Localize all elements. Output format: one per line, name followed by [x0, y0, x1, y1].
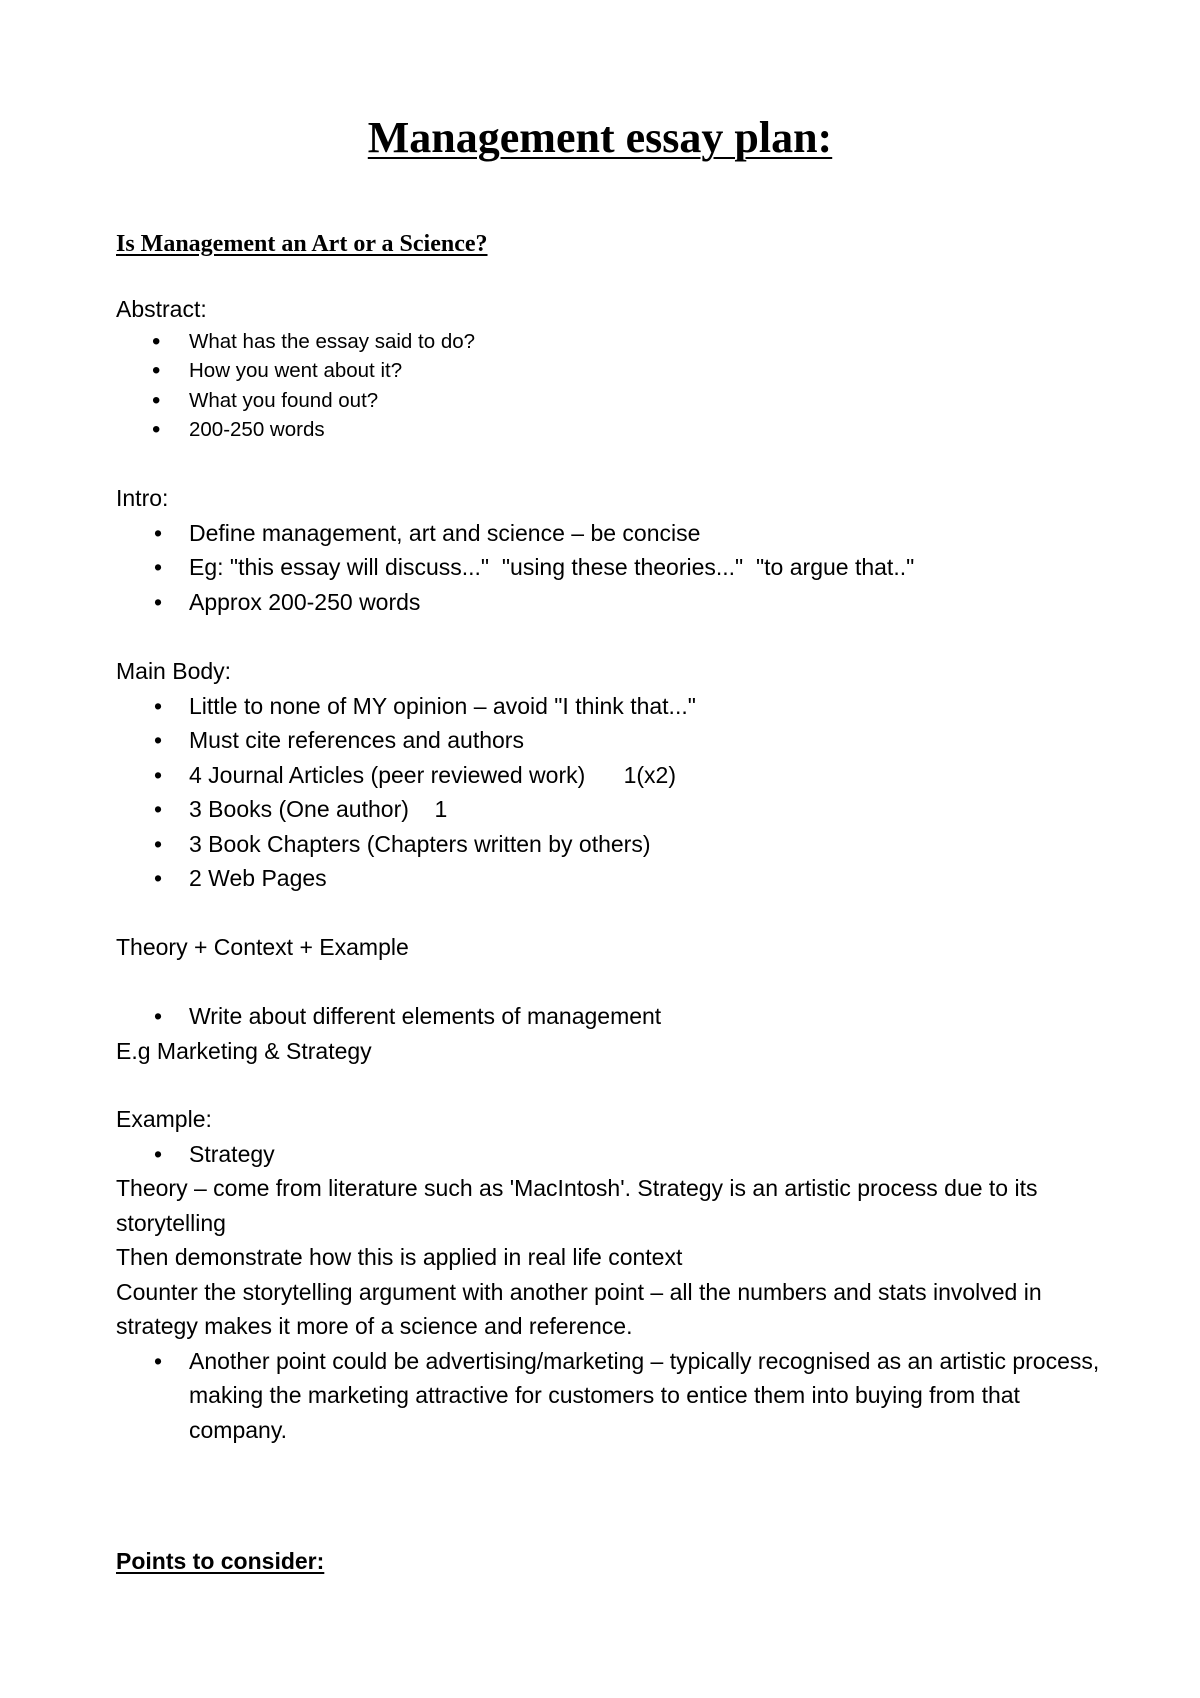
intro-heading: Intro: — [116, 485, 169, 511]
list-item: • Another point could be advertising/marketing – typically recognised as an artistic process, making the marketing attractive for customers to entice them into buying from that company. — [116, 1344, 1116, 1448]
bullet-icon: • — [154, 1140, 163, 1167]
example-paragraph: Theory – come from literature such as 'MacIntosh'. Strategy is an artistic process due to its storytelling — [116, 1175, 1038, 1236]
bullet-icon: • — [152, 416, 161, 443]
bullet-icon: • — [154, 830, 163, 857]
theory-example-line: E.g Marketing & Strategy — [116, 1037, 372, 1064]
list-item: • 200-250 words — [152, 416, 325, 443]
list-item: • Write about different elements of management — [116, 999, 1116, 1034]
points-heading: Points to consider: — [116, 1548, 325, 1574]
example-paragraph: Counter the storytelling argument with another point – all the numbers and stats involved in strategy makes it more of a science and reference. — [116, 1278, 1042, 1339]
bullet-icon: • — [154, 761, 163, 788]
example-section — [116, 1102, 1116, 1447]
list-item: • Little to none of MY opinion – avoid "I think that..." — [116, 689, 1116, 724]
intro-list — [116, 516, 1116, 620]
list-item: • Eg: "this essay will discuss..." "using these theories..." "to argue that.." — [116, 550, 1116, 585]
bullet-icon: • — [154, 519, 163, 546]
example-heading: Example: — [116, 1106, 212, 1132]
abstract-section — [116, 292, 1116, 445]
abstract-list — [116, 327, 1116, 445]
bullet-icon: • — [154, 727, 163, 753]
list-item: • Approx 200-250 words — [116, 585, 1116, 620]
theory-section — [116, 930, 1116, 965]
list-item: • Strategy — [116, 1137, 1116, 1172]
bullet-icon: • — [152, 386, 161, 414]
list-item: • What you found out? — [152, 386, 379, 414]
bullet-icon: • — [152, 327, 161, 355]
example-list — [116, 1137, 1116, 1172]
list-item: • Define management, art and science – be concise — [116, 516, 1116, 551]
list-item: • How you went about it? — [152, 357, 403, 384]
main-body-section — [116, 654, 1116, 896]
intro-section — [116, 481, 1116, 619]
abstract-heading: Abstract: — [116, 296, 207, 322]
theory-list — [116, 999, 1116, 1034]
essay-question: Is Management an Art or a Science? — [116, 231, 488, 257]
bullet-icon: • — [154, 796, 163, 822]
main-body-heading: Main Body: — [116, 658, 232, 684]
list-item: • 3 Books (One author) 1 — [116, 792, 1116, 827]
bullet-icon: • — [154, 692, 163, 719]
theory-detail — [116, 999, 1116, 1068]
example-paragraph: Then demonstrate how this is applied in real life context — [116, 1244, 683, 1270]
main-body-list — [116, 689, 1116, 896]
bullet-icon: • — [154, 1347, 163, 1374]
bullet-icon: • — [154, 588, 163, 615]
theory-formula: Theory + Context + Example — [116, 934, 409, 960]
list-item: • What has the essay said to do? — [152, 327, 476, 355]
bullet-icon: • — [154, 865, 163, 891]
document-title: Management essay plan: — [367, 113, 833, 162]
example-final-list — [116, 1344, 1116, 1448]
bullet-icon: • — [152, 357, 161, 384]
list-item: • 2 Web Pages — [116, 861, 1116, 896]
list-item: • Must cite references and authors — [116, 723, 1116, 758]
bullet-icon: • — [154, 554, 163, 580]
list-item: • 4 Journal Articles (peer reviewed work) 1(x2) — [116, 758, 1116, 793]
list-item: • 3 Book Chapters (Chapters written by others) — [116, 827, 1116, 862]
bullet-icon: • — [154, 1003, 163, 1029]
